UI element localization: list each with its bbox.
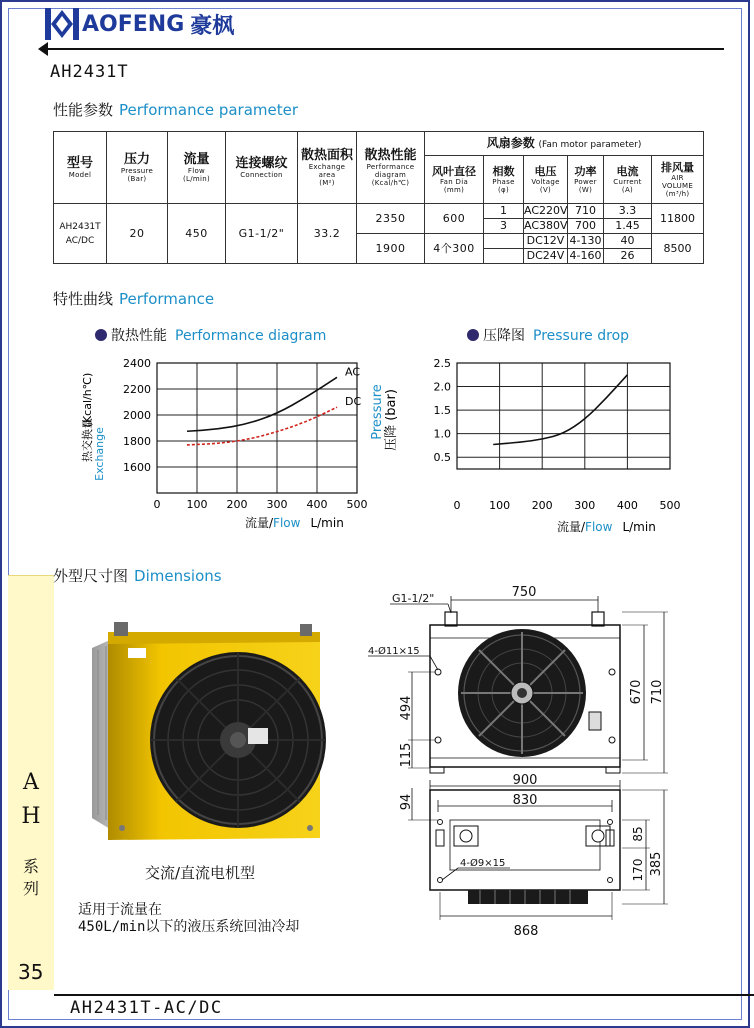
brand-name: AOFENG	[82, 11, 185, 37]
cell-air-ac: 11800	[652, 204, 704, 234]
y-tick-label: 2.5	[433, 357, 451, 370]
cell-power-2: 700	[568, 219, 604, 234]
logo-icon	[44, 6, 80, 42]
dim-85: 85	[631, 826, 645, 842]
cell-perf-ac: 2350	[357, 204, 425, 234]
y-tick-label: 0.5	[433, 451, 451, 465]
pressure-drop-chart	[370, 345, 695, 540]
section-dimensions	[53, 565, 222, 586]
cell-volt-3: DC12V	[524, 234, 568, 249]
brand-logo	[44, 6, 234, 42]
performance-chart	[75, 345, 385, 540]
x-tick-label: 500	[346, 498, 368, 511]
cell-fan-dia-ac: 600	[425, 204, 484, 234]
x-axis-label: 流量/Flow L/min	[245, 516, 344, 530]
cell-power-3: 4-130	[568, 234, 604, 249]
page-number: 35	[18, 960, 44, 984]
cell-pressure: 20	[107, 204, 168, 264]
x-tick-label: 300	[574, 499, 596, 512]
header-power: 功率 Power (W)	[568, 156, 604, 204]
dim-830: 830	[512, 793, 538, 808]
spec-table	[53, 131, 704, 264]
x-tick-label: 0	[153, 498, 161, 511]
dim-900: 900	[512, 773, 538, 788]
cell-phase-1: 1	[484, 204, 524, 219]
section-performance-parameter	[53, 99, 298, 120]
y-axis-label	[370, 384, 399, 451]
series-label: DC	[345, 395, 362, 409]
cell-current-2: 1.45	[604, 219, 652, 234]
cell-connection: G1-1/2"	[226, 204, 298, 264]
y-tick-label: 2400	[123, 357, 151, 370]
section-title-en: Dimensions	[134, 567, 222, 585]
y-axis-label-cn: 压降 (bar)	[384, 389, 399, 451]
header-fan-dia: 风叶直径 Fan Dia (mm)	[425, 156, 484, 204]
y-tick-label: 1800	[123, 435, 151, 448]
series-line-dc	[187, 407, 337, 445]
bullet-icon	[95, 329, 107, 341]
series-label: AC	[345, 365, 361, 379]
x-tick-label: 100	[489, 499, 511, 512]
cell-perf-dc: 1900	[357, 234, 425, 264]
cell-volt-4: DC24V	[524, 249, 568, 264]
cell-phase-empty-2	[484, 249, 524, 264]
usage-text: 适用于流量在 450L/min以下的液压系统回油冷却	[78, 902, 300, 935]
dim-670: 670	[629, 679, 644, 705]
cell-area: 33.2	[298, 204, 357, 264]
cell-current-4: 26	[604, 249, 652, 264]
x-tick-label: 200	[531, 499, 553, 512]
cell-fan-dia-dc: 4个300	[425, 234, 484, 264]
y-tick-label: 2000	[123, 409, 151, 422]
y-axis-label-en: Pressure	[370, 384, 385, 440]
y-axis-label-en: Exchange	[93, 427, 106, 481]
dim-868: 868	[513, 924, 539, 939]
footer-rule	[54, 994, 754, 996]
dim-494: 494	[399, 695, 414, 721]
chart-left-label: 散热性能 Performance diagram	[95, 325, 326, 345]
x-axis-label: 流量/Flow L/min	[557, 520, 656, 534]
footer-model: AH2431T-AC/DC	[70, 998, 223, 1018]
dim-750: 750	[511, 585, 537, 600]
cell-current-1: 3.3	[604, 204, 652, 219]
section-title-en: Performance	[119, 290, 215, 308]
side-cn-2: 列	[22, 879, 39, 898]
header-performance: 散热性能 Performance diagram (Kcal/h℃)	[357, 132, 425, 204]
dim-710: 710	[650, 679, 665, 705]
chart-right-label: 压降图 Pressure drop	[467, 325, 629, 345]
y-axis-label	[80, 373, 106, 481]
x-tick-label: 500	[659, 499, 681, 512]
header-model: 型号 Model	[54, 132, 107, 204]
header-pressure: 压力 Pressure (Bar)	[107, 132, 168, 204]
plot-frame	[457, 363, 670, 469]
dim-holes-bottom: 4-Ø9×15	[460, 858, 506, 869]
side-letter-h: H	[21, 804, 41, 829]
brand-name-cn: 豪枫	[190, 13, 235, 39]
header-fan-group: 风扇参数 (Fan motor parameter)	[425, 132, 704, 156]
cell-air-dc: 8500	[652, 234, 704, 264]
plot-frame	[157, 363, 357, 493]
section-performance	[53, 288, 214, 309]
section-title-en: Performance parameter	[119, 101, 299, 119]
series-line-ac	[187, 377, 337, 431]
cell-model: AH2431T AC/DC	[54, 204, 107, 264]
y-axis-label-unit: (Kcal/h℃)	[81, 372, 94, 428]
dim-115: 115	[399, 742, 414, 768]
x-tick-label: 0	[453, 499, 461, 512]
header-current: 电流 Current (A)	[604, 156, 652, 204]
x-tick-label: 400	[306, 498, 328, 511]
y-tick-label: 2200	[123, 383, 151, 396]
section-title-cn: 特性曲线	[53, 290, 114, 308]
header-rule	[44, 48, 724, 50]
cell-power-4: 4-160	[568, 249, 604, 264]
y-tick-label: 2.0	[433, 380, 451, 394]
header-voltage: 电压 Voltage (V)	[524, 156, 568, 204]
cell-phase-3: 3	[484, 219, 524, 234]
product-photo	[88, 610, 338, 850]
dim-170: 170	[631, 858, 645, 882]
model-title: AH2431T	[50, 62, 129, 82]
x-tick-label: 200	[226, 498, 248, 511]
y-axis-label-cn: 热交换量	[81, 418, 94, 462]
side-letter-a: A	[23, 770, 39, 795]
header-air-volume: 排风量 AIR VOLUME (m³/h)	[652, 156, 704, 204]
cell-current-3: 40	[604, 234, 652, 249]
x-tick-label: 300	[266, 498, 288, 511]
cell-flow: 450	[168, 204, 226, 264]
x-tick-label: 100	[186, 498, 208, 511]
side-cn-1: 系	[22, 857, 39, 876]
cell-volt-2: AC380V	[524, 219, 568, 232]
dimension-drawing	[360, 580, 695, 945]
x-tick-label: 400	[616, 499, 638, 512]
bullet-icon	[467, 329, 479, 341]
photo-caption: 交流/直流电机型	[145, 864, 256, 882]
header-area: 散热面积 Exchange area (M²)	[298, 132, 357, 204]
y-tick-label: 1.0	[433, 427, 451, 441]
header-phase: 相数 Phase (φ)	[484, 156, 524, 204]
dim-94: 94	[399, 793, 414, 811]
header-flow: 流量 Flow (L/min)	[168, 132, 226, 204]
cell-power-1: 710	[568, 204, 604, 219]
dim-holes-top: 4-Ø11×15	[368, 646, 420, 657]
y-tick-label: 1600	[123, 461, 151, 474]
dim-385: 385	[649, 851, 664, 877]
section-title-cn: 外型尺寸图	[53, 567, 129, 585]
cell-volt-1: AC220V	[524, 204, 568, 217]
cell-phase-empty-1	[484, 234, 524, 249]
y-tick-label: 1.5	[433, 404, 451, 418]
dim-connection: G1-1/2"	[392, 592, 435, 605]
section-title-cn: 性能参数	[53, 101, 114, 119]
header-connection: 连接螺纹 Connection	[226, 132, 298, 204]
